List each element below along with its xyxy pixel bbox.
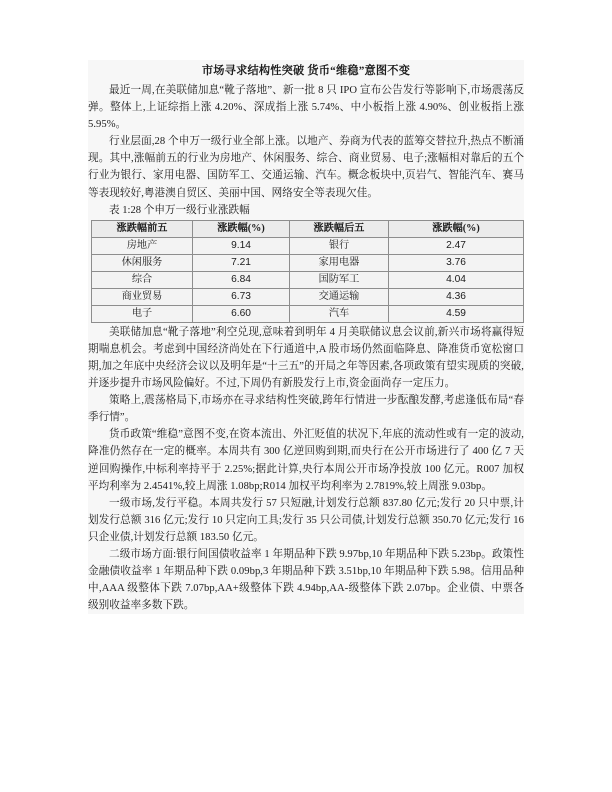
paragraph-monetary-policy: 货币政策“维稳”意图不变,在资本流出、外汇贬值的状况下,年底的流动性或有一定的波动,降准仍然存在一定的概率。本周共有 300 亿逆回购到期,而央行在公开市场进行了 400 亿 7 天逆回购操作,中标利率持平于 2.25%;据此计算,央行本周公开市场净投放 100 亿元。R007 加权平均利率为 2.4541%,较上周涨 1.08bp;R014 加权平均利率为 2.7819%,较上周涨 9.03bp。 bbox=[88, 429, 524, 492]
table-cell-bottom-industry: 家用电器 bbox=[290, 254, 389, 271]
table-cell-bottom-value: 4.04 bbox=[389, 271, 524, 288]
paragraph-market-overview: 最近一周,在美联储加息“靴子落地”、新一批 8 只 IPO 宣布公告发行等影响下,市场震荡反弹。整体上,上证综指上涨 4.20%、深成指上涨 5.74%、中小板指上涨 4.90%、创业板指上涨 5.95%。 bbox=[88, 85, 524, 131]
table-cell-bottom-industry: 汽车 bbox=[290, 305, 389, 322]
table-cell-bottom-industry: 国防军工 bbox=[290, 271, 389, 288]
table-cell-bottom-value: 2.47 bbox=[389, 237, 524, 254]
table-cell-top-industry: 商业贸易 bbox=[92, 288, 193, 305]
table-cell-bottom-industry: 交通运输 bbox=[290, 288, 389, 305]
table-caption: 表 1:28 个申万一级行业涨跌幅 bbox=[109, 204, 250, 216]
table-row bbox=[92, 305, 524, 322]
table-header-row bbox=[92, 220, 524, 237]
table-cell-top-industry: 电子 bbox=[92, 305, 193, 322]
table-cell-top-value: 6.73 bbox=[193, 288, 290, 305]
table-cell-bottom-value: 4.36 bbox=[389, 288, 524, 305]
paragraph-secondary-market: 二级市场方面:银行间国债收益率 1 年期品种下跌 9.97bp,10 年期品种下跌 5.23bp。政策性金融债收益率 1 年期品种下跌 0.09bp,3 年期品种下跌 3.51bp,10 年期品种下跌 5.98。信用品种中,AAA 级整体下跌 7.07bp,AA+级整体下跌 4.94bp,AA-级整体下跌 2.07bp。企业债、中票各级别收益率多数下跌。 bbox=[88, 548, 524, 612]
table-cell-top-value: 6.84 bbox=[193, 271, 290, 288]
paragraph-strategy: 策略上,震荡格局下,市场亦在寻求结构性突破,跨年行情进一步酝酿发酵,考虑逢低布局“春季行情”。 bbox=[88, 395, 524, 424]
table-row bbox=[92, 288, 524, 305]
table-row bbox=[92, 271, 524, 288]
table-cell-bottom-industry: 银行 bbox=[290, 237, 389, 254]
paragraph-industry-level: 行业层面,28 个申万一级行业全部上涨。以地产、券商为代表的蓝筹交替拉升,热点不断涌现。其中,涨幅前五的行业为房地产、休闲服务、综合、商业贸易、电子;涨幅相对靠后的五个行业为银行、家用电器、国防军工、交通运输、汽车。概念板块中,页岩气、智能汽车、赛马等表现较好,粤港澳自贸区、美丽中国、网络安全等表现欠佳。 bbox=[88, 136, 524, 199]
table-cell-top-industry: 休闲服务 bbox=[92, 254, 193, 271]
table-row bbox=[92, 254, 524, 271]
table-cell-top-value: 6.60 bbox=[193, 305, 290, 322]
table-header-cell: 涨跌幅后五 bbox=[290, 220, 389, 237]
table-cell-top-value: 9.14 bbox=[193, 237, 290, 254]
table-cell-bottom-value: 3.76 bbox=[389, 254, 524, 271]
table-header-cell: 涨跌幅(%) bbox=[389, 220, 524, 237]
table-cell-bottom-value: 4.59 bbox=[389, 305, 524, 322]
table-header-cell: 涨跌幅前五 bbox=[92, 220, 193, 237]
industry-gain-loss-table bbox=[91, 220, 524, 323]
table-header-cell: 涨跌幅(%) bbox=[193, 220, 290, 237]
table-cell-top-industry: 综合 bbox=[92, 271, 193, 288]
table-cell-top-industry: 房地产 bbox=[92, 237, 193, 254]
paragraph-primary-market: 一级市场,发行平稳。本周共发行 57 只短融,计划发行总额 837.80 亿元;发行 20 只中票,计划发行总额 316 亿元;发行 10 只定向工具;发行 35 只公司债,计划发行总额 350.70 亿元;发行 16 只企业债,计划发行总额 183.50 亿元。 bbox=[88, 497, 524, 543]
page-title: 市场寻求结构性突破 货币“维稳”意图不变 bbox=[201, 65, 411, 77]
table-row bbox=[92, 237, 524, 254]
table-cell-top-value: 7.21 bbox=[193, 254, 290, 271]
document-content-block bbox=[88, 60, 524, 614]
paragraph-fed-rate-hike: 美联储加息“靴子落地”利空兑现,意味着到明年 4 月美联储议息会议前,新兴市场将赢得短期喘息机会。考虑到中国经济尚处在下行通道中,A 股市场仍然面临降息、降准货币宽松窗口期,加之年底中央经济会议以及明年是“十三五”的开局之年等因素,各项政策有望实现质的突破,并逐步提升市场风险偏好。不过,下周仍有新股发行上市,资金面尚存一定压力。 bbox=[88, 326, 524, 390]
